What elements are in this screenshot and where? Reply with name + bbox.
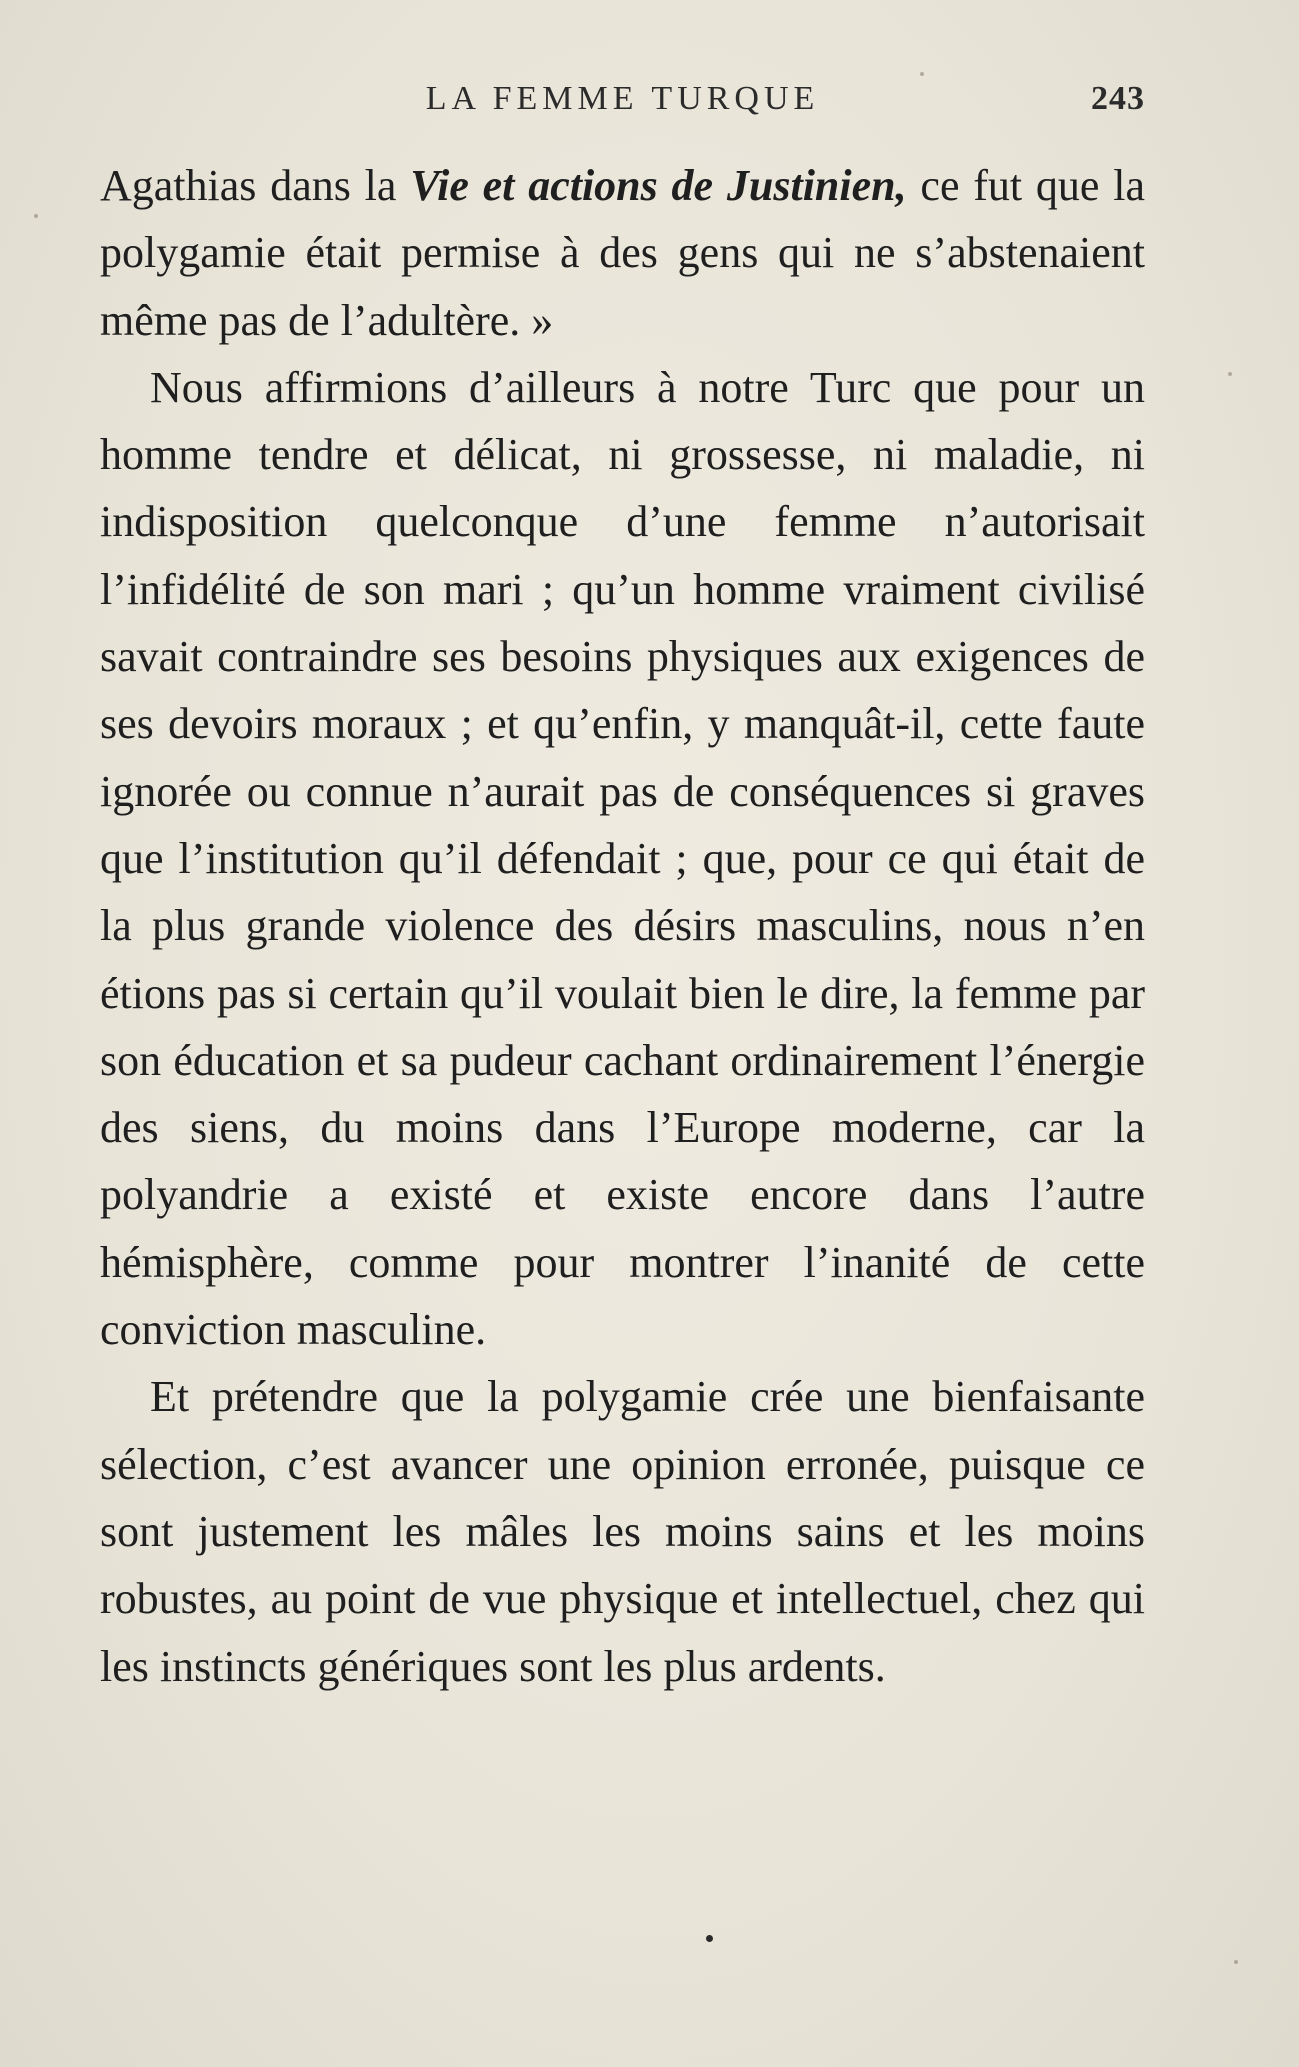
paragraph-segment: ce fut que la polygamie était permise à des gens qui ne s’abstenaient même pas de l’adultère. » xyxy=(100,161,1146,345)
paragraph-segment: Agathias dans la xyxy=(100,161,411,210)
paper-speck xyxy=(1234,1960,1238,1964)
printed-dot xyxy=(706,1935,713,1942)
body-text xyxy=(100,152,1145,1700)
paper-speck xyxy=(1228,372,1232,376)
paragraph: Et prétendre que la polygamie crée une bienfaisante sélection, c’est avancer une opinion erronée, puisque ce sont justement les mâles les moins sains et les moins robustes, au point de vue physique et intellectuel, chez qui les instincts génériques sont les plus ardents. xyxy=(100,1372,1145,1691)
book-title-italic: Vie et actions de Justinien, xyxy=(410,161,907,210)
page-number: 243 xyxy=(1091,80,1145,117)
running-title: LA FEMME TURQUE xyxy=(425,80,820,117)
paragraph-continuation xyxy=(100,152,1145,354)
paper-speck xyxy=(34,214,38,218)
paper-speck xyxy=(920,72,924,76)
paragraph: Nous affirmions d’ailleurs à notre Turc que pour un homme tendre et délicat, ni grossesse, ni maladie, ni indisposition quelconque d’une femme n’autorisait l’infidélité de son mari ; qu’un homme vraiment civilisé savait contraindre ses besoins physiques aux exigences de ses devoirs moraux ; et qu’enfin, y manquât-il, cette faute ignorée ou connue n’aurait pas de conséquences si graves que l’institution qu’il défendait ; que, pour ce qui était de la plus grande violence des désirs masculins, nous n’en étions pas si certain qu’il voulait bien le dire, la femme par son éducation et sa pudeur cachant ordinairement l’énergie des siens, du moins dans l’Europe moderne, car la polyandrie a existé et existe encore dans l’autre hémisphère, comme pour montrer l’inanité de cette conviction masculine. xyxy=(100,362,1145,1355)
page-header xyxy=(100,80,1145,130)
